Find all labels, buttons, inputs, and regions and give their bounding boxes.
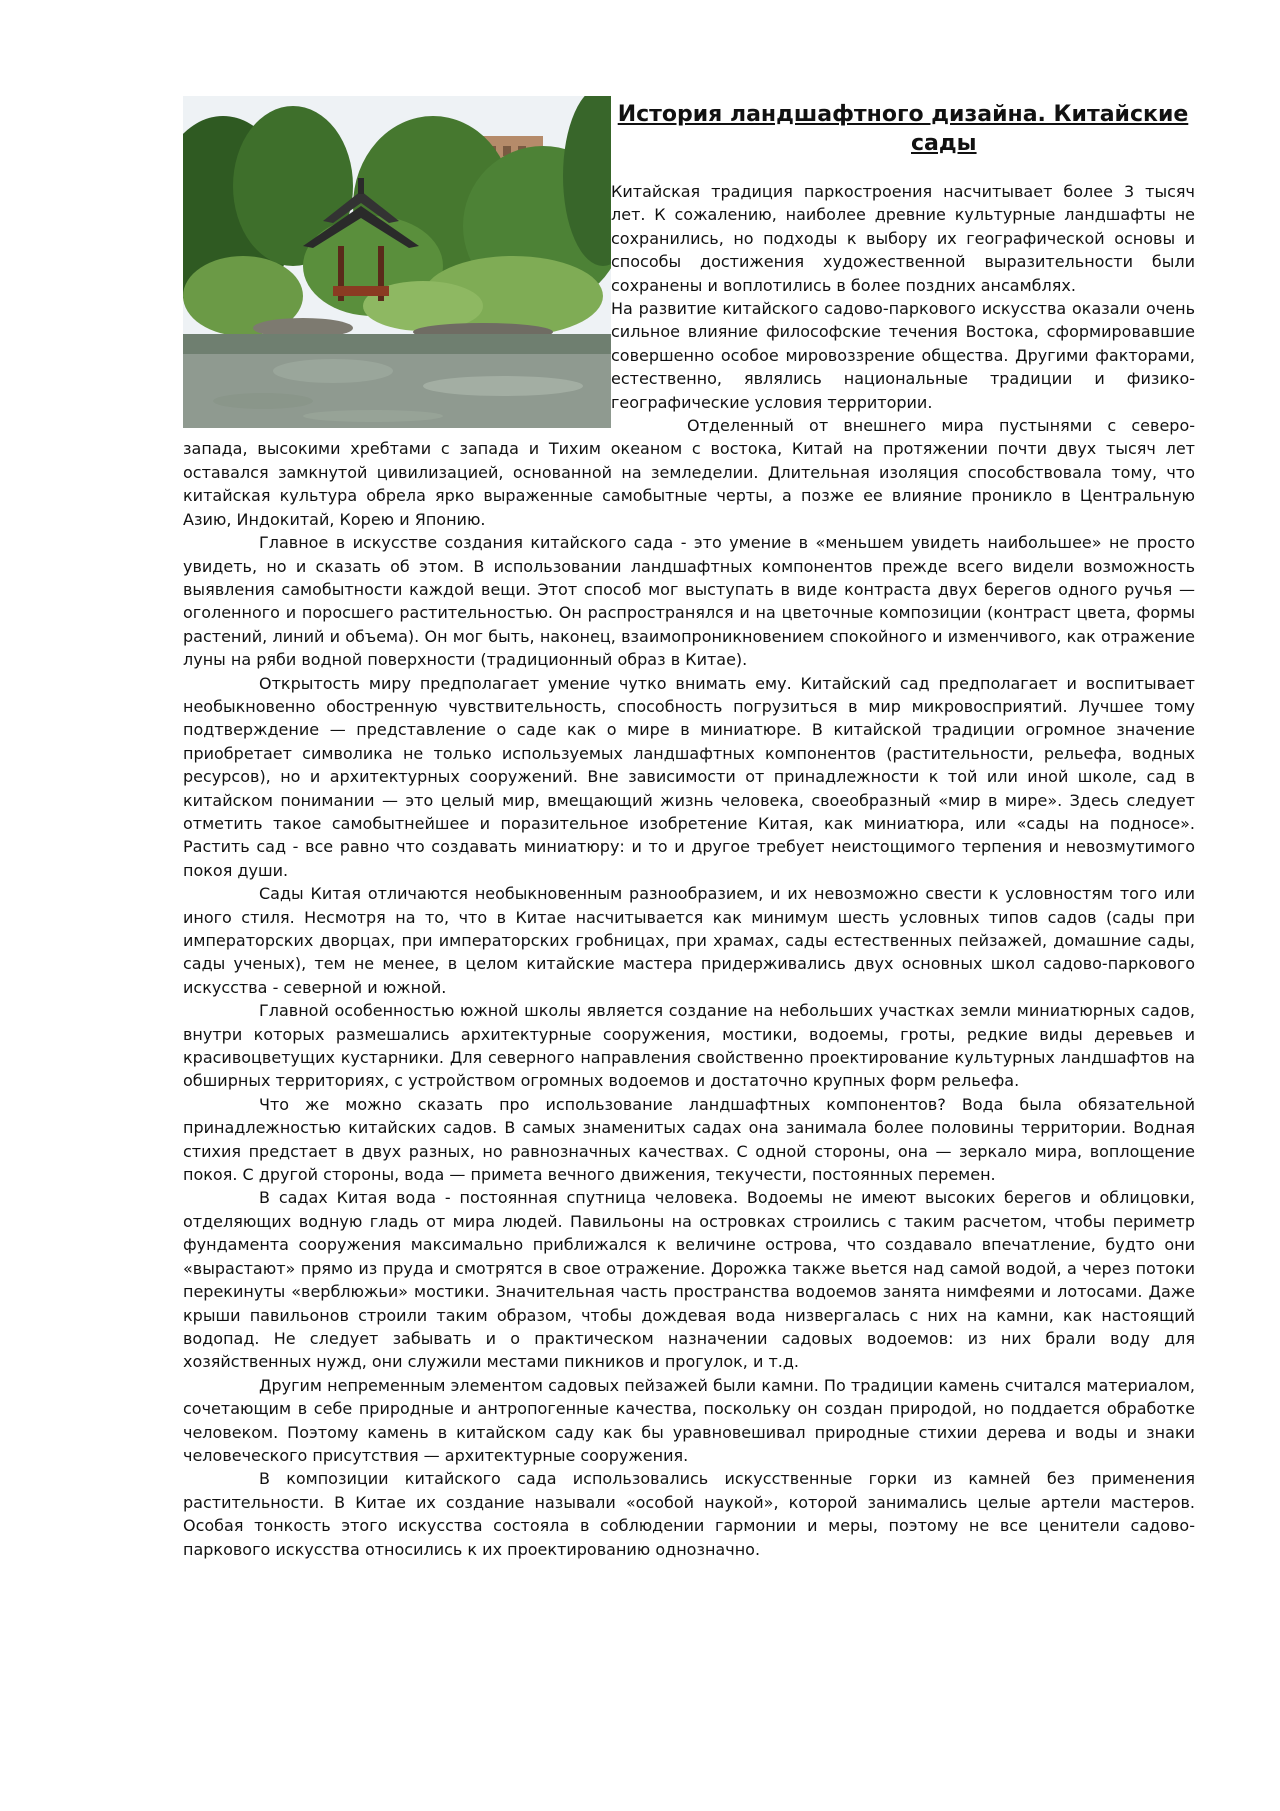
body-paragraph: Открытость миру предполагает умение чутко внимать ему. Китайский сад предполагает и воспитывает необыкновенно обостренную чувствительность, способность погрузиться в мир микровосприятий. Лучшее тому подтверждение — представление о саде как о мире в миниатюре. В китайской традиции огромное значение приобретает символика не только используемых ландшафтных компонентов (растительности, рельефа, водных ресурсов), но и архитектурных сооружений. Вне зависимости от принадлежности к той или иной школе, сад в китайском понимании — это целый мир, вмещающий жизнь человека, своеобразный «мир в мире». Здесь следует отметить такое самобытнейшее и поразительное изобретение Китая, как миниатюра, или «сады на подносе». Растить сад - все равно что создавать миниатюру: и то и другое требует неистощимого терпения и невозмутимого покоя души. bbox=[183, 673, 1195, 880]
body-section bbox=[183, 414, 1195, 1561]
body-paragraph: Что же можно сказать про использование ландшафтных компонентов? Вода была обязательной принадлежностью китайских садов. В самых знаменитых садах она занимала более половины территории. Водная стихия предстает в двух разных, но равнозначных качествах. С одной стороны, она — зеркало мира, воплощение покоя. С другой стороны, вода — примета вечного движения, текучести, постоянных перемен. bbox=[183, 1094, 1195, 1185]
title-line-1: История ландшафтного дизайна. Китайские bbox=[617, 102, 1189, 127]
body-paragraph: Отделенный от внешнего мира пустынями с северо-запада, высокими хребтами с запада и Тихим океаном с востока, Китай на протяжении почти двух тысяч лет оставался замкнутой цивилизацией, основанной на земледелии. Длительная изоляция способствовала тому, что китайская культура обрела ярко выраженные самобытные черты, а позже ее влияние проникло в Центральную Азию, Индокитай, Корею и Японию. bbox=[183, 416, 1195, 529]
body-paragraph: В садах Китая вода - постоянная спутница человека. Водоемы не имеют высоких берегов и облицовки, отделяющих водную гладь от мира людей. Павильоны на островках строились с таким расчетом, чтобы периметр фундамента сооружения максимально приближался к величине острова, что создавало впечатление, будто они «вырастают» прямо из пруда и смотрятся в свое отражение. Дорожка также вьется над самой водой, а через потоки перекинуты «верблюжьи» мостики. Значительная часть пространства водоемов занята нимфеями и лотосами. Даже крыши павильонов строили таким образом, чтобы дождевая вода низвергалась с них на камни, как настоящий водопад. Не следует забывать и о практическом назначении садовых водоемов: из них брали воду для хозяйственных нужд, они служили местами пикников и прогулок, и т.д. bbox=[183, 1188, 1195, 1372]
body-paragraph: В композиции китайского сада использовались искусственные горки из камней без применения растительности. В Китае их создание называли «особой наукой», которой занимались целые артели мастеров. Особая тонкость этого искусства состояла в соблюдении гармонии и меры, поэтому не все ценители садово-паркового искусства относились к их проектированию однозначно. bbox=[183, 1469, 1195, 1559]
body-paragraph: Сады Китая отличаются необыкновенным разнообразием, и их невозможно свести к условностям того или иного стиля. Несмотря на то, что в Китае насчитывается как минимум шесть условных типов садов (сады при императорских дворцах, при императорских гробницах, при храмах, сады естественных пейзажей, домашние сады, сады ученых), тем не менее, в целом китайские мастера придерживались двух основных школ садово-паркового искусства - северной и южной. bbox=[183, 884, 1195, 997]
garden-photo bbox=[183, 96, 611, 428]
intro-paragraph: На развитие китайского садово-паркового искусства оказали очень сильное влияние философские течения Востока, сформировавшие совершенно особое мировоззрение общества. Другими факторами, естественно, являлись национальные традиции и физико-географические условия территории. bbox=[611, 299, 1195, 412]
document-page bbox=[183, 96, 1195, 1561]
body-paragraph: Главной особенностью южной школы является создание на небольших участках земли миниатюрных садов, внутри которых размешались архитектурные сооружения, мостики, водоемы, гроты, редкие виды деревьев и красивоцветущих кустарники. Для северного направления свойственно проектирование культурных ландшафтов на обширных территориях, с устройством огромных водоемов и достаточно крупных форм рельефа. bbox=[183, 1001, 1195, 1091]
body-paragraph: Другим непременным элементом садовых пейзажей были камни. По традиции камень считался материалом, сочетающим в себе природные и антропогенные качества, поскольку он создан природой, но поддается обработке человеком. Поэтому камень в китайском саду как бы уравновешивал природные стихии дерева и воды и знаки человеческого присутствия — архитектурные сооружения. bbox=[183, 1375, 1195, 1465]
chinese-garden-pavilion-image bbox=[183, 96, 611, 428]
title-line-2: сады bbox=[911, 131, 977, 156]
intro-paragraph: Китайская традиция паркостроения насчитывает более 3 тысяч лет. К сожалению, наиболее древние культурные ландшафты не сохранились, но подходы к выбору их географической основы и способы достижения художественной выразительности были сохранены и воплотились в более поздних ансамблях. bbox=[611, 182, 1195, 295]
body-paragraph: Главное в искусстве создания китайского сада - это умение в «меньшем увидеть наибольшее» не просто увидеть, но и сказать об этом. В использовании ландшафтных компонентов прежде всего видели возможность выявления самобытности каждой вещи. Этот способ мог выступать в виде контраста двух берегов одного ручья — оголенного и поросшего растительностью. Он распространялся и на цветочные композиции (контраст цвета, формы растений, линий и объема). Он мог быть, наконец, взаимопроникновением спокойного и изменчивого, как отражение луны на ряби водной поверхности (традиционный образ в Китае). bbox=[183, 533, 1195, 670]
